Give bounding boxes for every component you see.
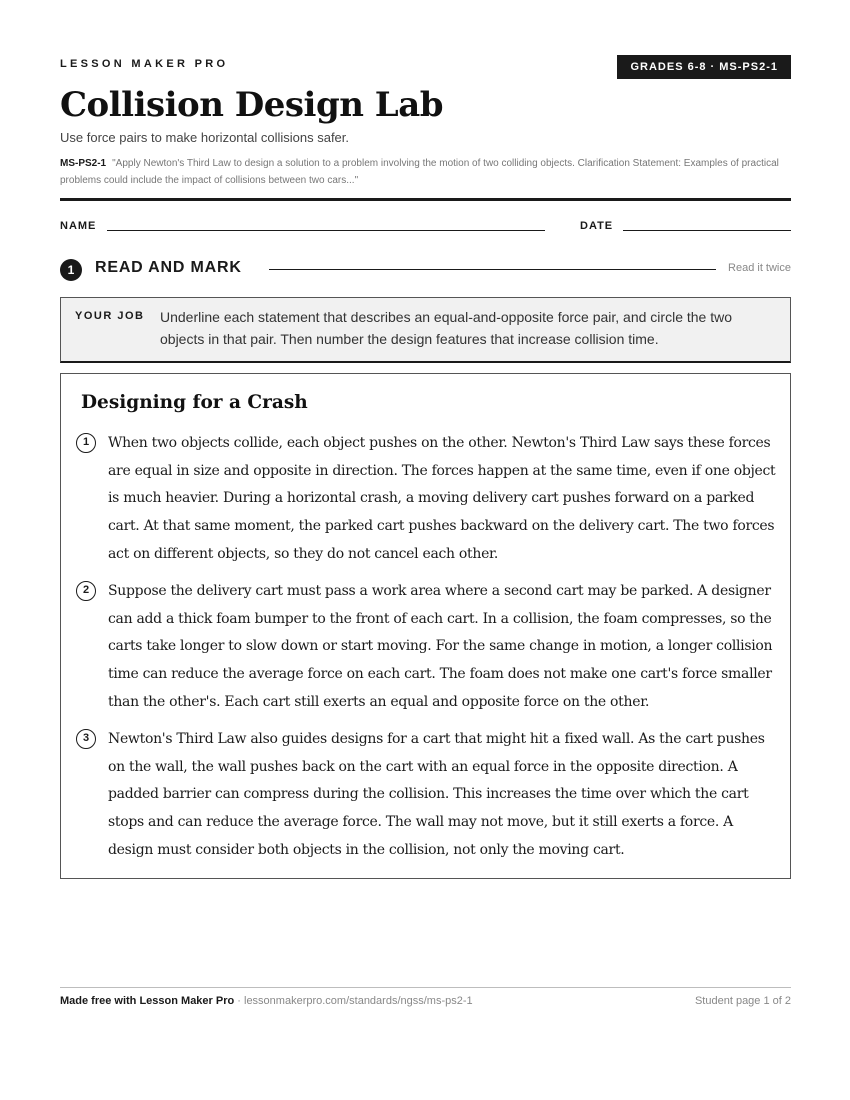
paragraph-text: Newton's Third Law also guides designs for a cart that might hit a fixed wall. As the cart pushes on the wall, the wall pushes back on the cart with an equal force in the opposite direction. A padded barrier can compress during the collision. This increases the time over which the cart stops and can reduce the average force. The wall may not move, but it still exerts a force. A design must consider both objects in the collision, not only the moving cart. [108, 731, 765, 858]
instructions-text: Underline each statement that describes an equal-and-opposite force pair, and circle the two objects in that pair. Then number the design features that increase collision time. [160, 309, 733, 347]
date-field[interactable] [623, 230, 791, 231]
section-number-badge: 1 [60, 259, 82, 281]
section-title: READ AND MARK [95, 259, 242, 276]
footer-page-number: Student page 1 of 2 [694, 995, 791, 1007]
date-label: DATE [580, 220, 614, 232]
standard-statement [60, 155, 791, 189]
standard-code: MS-PS2-1 [60, 158, 107, 169]
paragraph-text: Suppose the delivery cart must pass a work area where a second cart may be parked. A designer can add a thick foam bumper to the front of each cart. In a collision, the foam compresses, so the carts take longer to slow down or start moving. For the same change in motion, a longer collision time can reduce the average force on each cart. The foam does not make one cart's force smaller than the other's. Each cart still exerts an equal and opposite force on the other. [108, 583, 773, 710]
page-subtitle: Use force pairs to make horizontal collisions safer. [60, 130, 350, 145]
instructions-box [60, 297, 791, 363]
standard-text: "Apply Newton's Third Law to design a solution to a problem involving the motion of two colliding objects. Clarification Statement: Examples of practical problems could include the impact of collisions between two cars..." [60, 158, 779, 186]
footer-url[interactable]: · lessonmakerpro.com/standards/ngss/ms-ps2-1 [234, 995, 473, 1007]
section-note: Read it twice [728, 262, 791, 274]
footer-made-with: Made free with Lesson Maker Pro [60, 995, 235, 1007]
reading-passage [60, 373, 791, 879]
grade-standard-badge: GRADES 6-8 · MS-PS2-1 [617, 55, 791, 79]
paragraph-number: 3 [76, 729, 96, 749]
header-divider [60, 198, 791, 201]
reading-title: Designing for a Crash [81, 392, 308, 413]
page-title: Collision Design Lab [60, 85, 443, 125]
paragraph-number: 1 [76, 433, 96, 453]
name-field[interactable] [107, 230, 545, 231]
brand-label: LESSON MAKER PRO [60, 58, 229, 70]
worksheet-page [60, 0, 791, 1100]
paragraph-number: 2 [76, 581, 96, 601]
footer-credit [60, 995, 473, 1007]
name-label: NAME [60, 220, 97, 232]
footer-divider [60, 987, 791, 988]
instructions-label: YOUR JOB [75, 310, 145, 322]
paragraph-text: When two objects collide, each object pushes on the other. Newton's Third Law says these forces are equal in size and opposite in direction. The forces happen at the same time, even if one object is much heavier. During a horizontal crash, a moving delivery cart pushes forward on a parked cart. At that same moment, the parked cart pushes backward on the delivery cart. The two forces act on different objects, so they do not cancel each other. [108, 435, 776, 562]
section-rule [269, 269, 716, 270]
